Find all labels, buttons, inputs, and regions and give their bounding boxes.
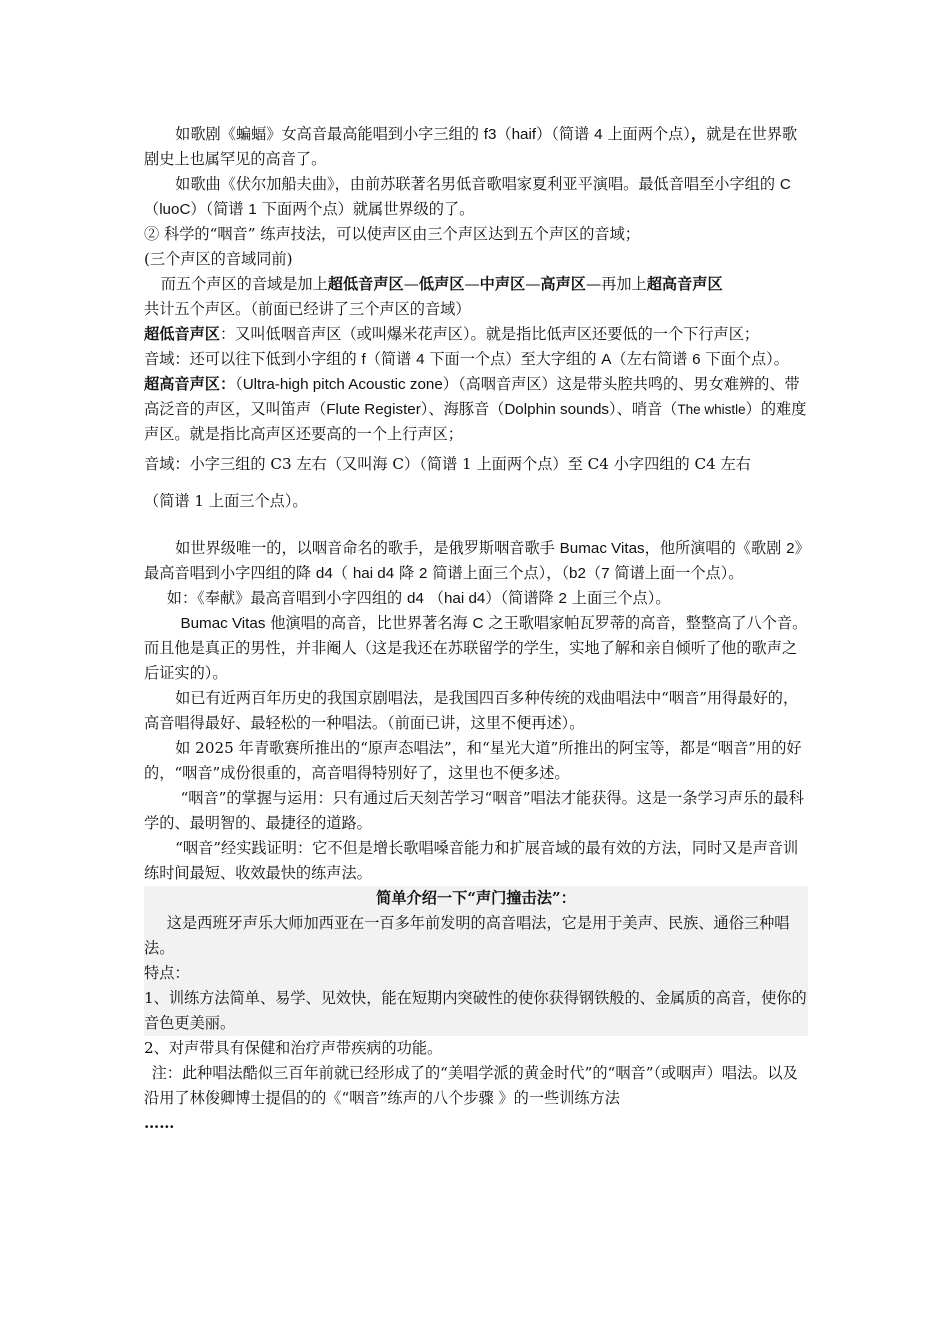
text: （简谱 <box>205 200 249 218</box>
term: 超低音声区 <box>144 325 220 343</box>
paragraph-features-label: 特点： <box>144 964 190 982</box>
text: ，他所演唱的《歌剧 <box>644 539 787 557</box>
text: 2 <box>419 565 428 582</box>
text: 低声区 <box>418 275 465 293</box>
text: The whistle <box>677 402 746 417</box>
paragraph-feature-2: 2、对声带具有保健和治疗声带疾病的功能。 <box>144 1039 443 1057</box>
paragraph-ellipsis <box>144 1111 808 1136</box>
text: 》最高音唱到小字四组的降 <box>144 539 803 582</box>
text: 下面个点）。 <box>700 350 789 368</box>
paragraph-note: 注：此种唱法酷似三百年前就已经形成了的“美唱学派的黄金时代”的“咽音”（或咽声）唱法。以及沿用了林俊卿博士提倡的的《“咽音”练声的八个步骤 》的一些训练方法 <box>144 1064 798 1107</box>
text: 4 <box>416 351 425 368</box>
text: （ <box>235 375 243 393</box>
text: （简谱 <box>551 125 595 143</box>
text: 他演唱的高音，比世界著名海 <box>265 614 473 632</box>
paragraph-feature-1: 1、训练方法简单、易学、见效快，能在短期内突破性的使你获得钢铁般的、金属质的高音，使你的音色更美丽。 <box>144 989 807 1032</box>
text: 音域：还可以往下低到小字组的 <box>144 350 362 368</box>
text: （简谱 <box>365 350 417 368</box>
paragraph-ultra-low-range <box>144 347 808 372</box>
paragraph-vitas-high-notes <box>144 611 808 686</box>
glottal-attack-section <box>144 886 808 1036</box>
text: Bumac Vitas <box>180 615 266 632</box>
document-page <box>144 122 808 1136</box>
paragraph-bat-opera <box>144 122 808 172</box>
text: （ <box>585 564 602 582</box>
text: 简谱上面三个点），（ <box>427 564 570 582</box>
text: 超高音声区 <box>646 275 723 293</box>
text: d4 <box>315 565 333 582</box>
paragraph-youth-contest: 如 2025 年青歌赛所推出的“原声态唱法”，和“星光大道”所推出的阿宝等，都是“咽音”用的好的，“咽音”成份很重的，高音唱得特别好了，这里也不便多述。 <box>144 739 802 782</box>
text: （ <box>332 564 353 582</box>
text: 如歌曲《伏尔加船夫曲》，由前苏联著名男低音歌唱家夏利亚平演唱。最低音唱至小字组的 <box>175 175 780 193</box>
text: — <box>403 275 419 293</box>
paragraph-ultra-high-range: 音域：小字三组的 C3 左右（又叫海 C）（简谱 1 上面两个点）至 C4 小字四组的 C4 左右 <box>144 455 751 473</box>
text: 超低音声区 <box>327 275 404 293</box>
paragraph-five-registers-total: 共计五个声区。（前面已经讲了三个声区的音域） <box>144 300 471 318</box>
text: 如：《奉献》最高音唱到小字四组的 <box>166 589 408 607</box>
text: ）的难度声区。就是指比高声区还要高的一个上行声区； <box>144 400 807 443</box>
text: — <box>525 275 541 293</box>
text: f <box>361 351 366 368</box>
text: Flute Register <box>326 401 421 418</box>
paragraph-peking-opera: 如已有近两百年历史的我国京剧唱法，是我国四百多种传统的戏曲唱法中“咽音”用得最好的，高音唱得最好、最轻松的一种唱法。（前面已讲，这里不便再述）。 <box>144 689 799 732</box>
text: 降 <box>394 564 420 582</box>
paragraph-offering <box>144 586 808 611</box>
text: A <box>601 351 612 368</box>
text: ， <box>690 125 707 143</box>
text: C <box>472 615 484 632</box>
text: 2 <box>786 540 795 557</box>
text: Ultra-high pitch Acoustic zone <box>242 376 443 393</box>
text: 如世界级唯一的，以咽音命名的歌手，是俄罗斯咽音歌手 <box>175 539 560 557</box>
paragraph-scientific-technique: ② 科学的“咽音” 练声技法，可以使声区由三个声区达到五个声区的音域； <box>144 225 640 243</box>
text: 上面三个点）。 <box>566 589 671 607</box>
text: C（luoC） <box>144 176 791 218</box>
section-heading: 简单介绍一下“声门撞击法”： <box>376 889 576 907</box>
text: 就是在世界歌剧史上也属罕见的高音了。 <box>144 125 798 168</box>
paragraph-garcia: 这是西班牙声乐大师加西亚在一百多年前发明的高音唱法，它是用于美声、民族、通俗三种唱法。 <box>144 914 790 957</box>
paragraph-ultra-high-register <box>144 372 808 447</box>
text: 而五个声区的音域是加上 <box>160 275 328 293</box>
paragraph-vitas <box>144 536 808 586</box>
text: 2 <box>558 590 567 607</box>
text: 之王歌唱家帕瓦罗蒂的高音，整整高了八个音。而且他是真正的男性，并非阉人（这是我还在苏联留学的学生，实地了解和亲自倾听了他的歌声之后证实的）。 <box>144 614 808 682</box>
text: ）、海豚音（ <box>420 400 505 418</box>
text: hai d4 <box>443 590 486 607</box>
text: 6 <box>692 351 701 368</box>
text: ：又叫低咽音声区（或叫爆米花声区）。就是指比低声区还要低的一个下行声区； <box>219 325 760 343</box>
text: （ <box>423 589 444 607</box>
text: d4 <box>407 590 424 607</box>
text: f3（haif） <box>483 126 552 143</box>
paragraph-practice-proof: “咽音”经实践证明：它不但是增长歌唱嗓音能力和扩展音域的最有效的方法，同时又是声音训练时间最短、收效最快的练声法。 <box>144 839 799 882</box>
text: （左右简谱 <box>611 350 693 368</box>
text: — <box>464 275 480 293</box>
text: 如歌剧《蝙蝠》女高音最高能唱到小字三组的 <box>175 125 484 143</box>
text: 7 <box>601 565 610 582</box>
text: 简谱上面一个点）。 <box>609 564 744 582</box>
text: —再加上 <box>585 275 647 293</box>
text: 上面两个点） <box>602 125 691 143</box>
text: 4 <box>594 126 603 143</box>
text: 1 <box>248 201 257 218</box>
paragraph-ultra-high-range-cont: （简谱 1 上面三个点）。 <box>144 492 308 510</box>
text: 中声区 <box>479 275 526 293</box>
term: 超高音声区： <box>144 375 236 393</box>
text: Dolphin sounds <box>504 401 610 418</box>
paragraph-three-registers-note: (三个声区的音域同前) <box>144 250 293 268</box>
text: Bumac Vitas <box>559 540 645 557</box>
text: 高声区 <box>540 275 586 293</box>
text: 下面一个点）至大字组的 <box>424 350 602 368</box>
text: b2 <box>569 565 586 582</box>
paragraph-mastery: “咽音”的掌握与运用：只有通过后天刻苦学习“咽音”唱法才能获得。这是一条学习声乐的最科学的、最明智的、最捷径的道路。 <box>144 789 804 832</box>
text: ）（简谱降 <box>485 589 559 607</box>
paragraph-five-registers <box>144 272 808 297</box>
paragraph-volga-song <box>144 172 808 222</box>
paragraph-ultra-low-register <box>144 322 808 347</box>
text: …… <box>144 1114 175 1132</box>
text: 下面两个点）就属世界级的了。 <box>256 200 475 218</box>
text: ）、哨音（ <box>609 400 678 418</box>
text: hai d4 <box>352 565 395 582</box>
text: ）（高咽音声区）这是带头腔共鸣的、男女难辨的、带高泛音的声区，又叫笛声（ <box>144 375 800 418</box>
